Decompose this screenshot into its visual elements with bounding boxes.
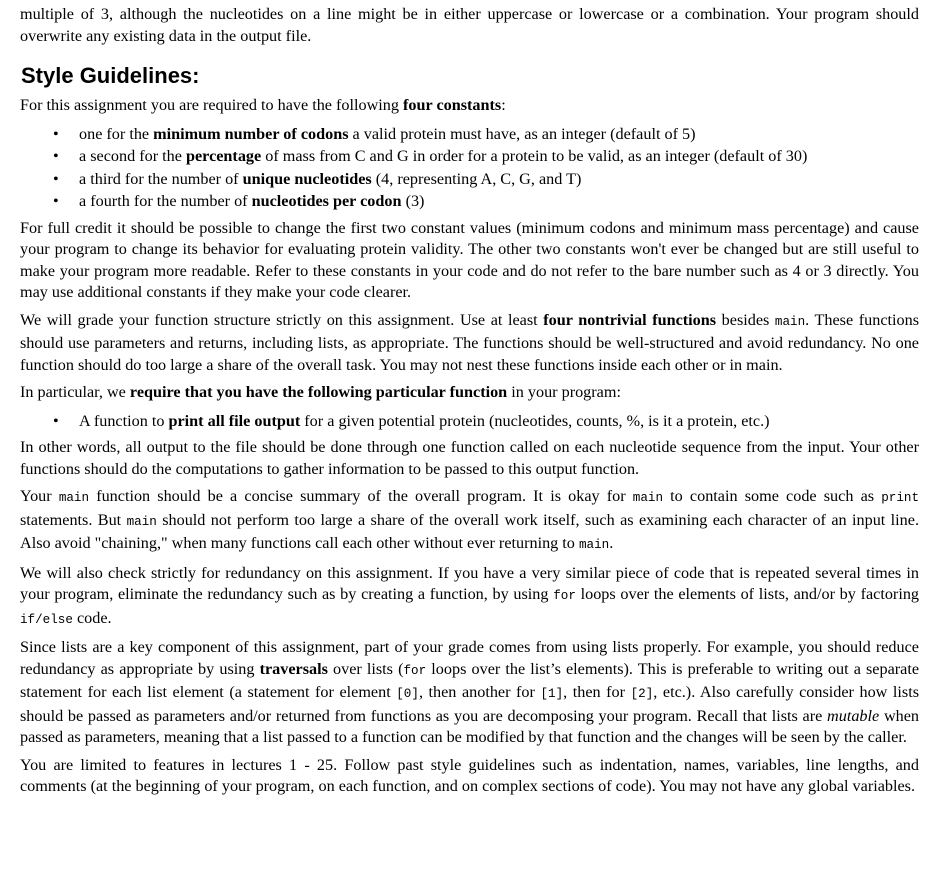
list-item: • a third for the number of unique nucleotides (4, representing A, C, G, and T)	[20, 168, 919, 191]
constants-followup: For full credit it should be possible to change the first two constant values (minimum codons and minimum mass percentage) and cause your program to change its behavior for evaluating protein validity. The other two constants won't ever be changed but are still useful to make your program more readable. Refer to these constants in your code and do not refer to the bare number such as 4 or 3 directly. You may use additional constants if they make your code clearer.	[20, 218, 919, 301]
main-function-paragraph: Your main function should be a concise summary of the overall program. It is okay for main to contain some code such as print statements. But main should not perform too large a share of the overall work itself, such as examining each character of an input line. Also avoid "chaining," when many functions call each other without ever returning to main.	[20, 487, 920, 552]
function-structure-paragraph: We will grade your function structure strictly on this assignment. Use at least four nontrivial functions besides main. These functions should use parameters and returns, including lists, as appropriate. The functions should be well-structured and avoid redundancy. No one function should do too large a share of the overall task. You may not nest these functions inside each other or in main.	[20, 310, 920, 374]
list-item: • a fourth for the number of nucleotides per codon (3)	[20, 190, 919, 213]
document-page	[20, 4, 919, 804]
output-function-paragraph: In other words, all output to the file should be done through one function called on each nucleotide sequence from the input. Your other functions should do the computations to gather information to be passed to this output function.	[20, 438, 919, 478]
required-function-lead: In particular, we require that you have the following particular function in your program:	[20, 383, 621, 401]
list-item: • one for the minimum number of codons a valid protein must have, as an integer (default of 5)	[20, 123, 919, 146]
constants-lead: For this assignment you are required to have the following four constants:	[20, 96, 506, 114]
list-item: • a second for the percentage of mass from C and G in order for a protein to be valid, as an integer (default of 30)	[20, 145, 919, 168]
constants-list	[20, 123, 919, 213]
list-item: • A function to print all file output for a given potential protein (nucleotides, counts, %, is it a protein, etc.)	[20, 410, 919, 433]
limits-paragraph: You are limited to features in lectures 1 - 25. Follow past style guidelines such as indentation, names, variables, line lengths, and comments (at the beginning of your program, on each function, and on complex sections of code). You may not have any global variables.	[20, 755, 919, 795]
required-function-list	[20, 410, 919, 433]
redundancy-paragraph: We will also check strictly for redundancy on this assignment. If you have a very similar piece of code that is repeated several times in your program, eliminate the redundancy such as by creating a function, by using for loops over the elements of lists, and/or by factoring if/else code.	[20, 563, 920, 627]
section-heading: Style Guidelines:	[21, 63, 200, 88]
lists-paragraph: Since lists are a key component of this assignment, part of your grade comes from using lists properly. For example, you should reduce redundancy as appropriate by using traversals over lists (for loops over the list’s elements). This is preferable to writing out a separate statement for each list element (a statement for element [0], then another for [1], then for [2], etc.). Also carefully consider how lists should be passed as parameters and/or returned from functions as you are decomposing your program. Recall that lists are mutable when passed as parameters, meaning that a list passed to a function can be modified by that function and the changes will be seen by the caller.	[20, 638, 920, 746]
intro-paragraph: multiple of 3, although the nucleotides on a line might be in either uppercase or lowercase or a combination. Your program should overwrite any existing data in the output file.	[20, 5, 919, 45]
